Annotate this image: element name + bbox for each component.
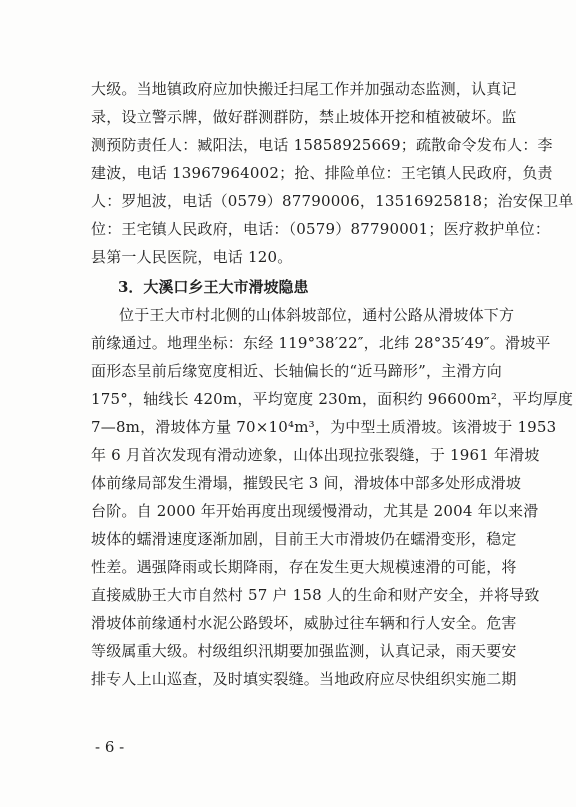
paragraph-line: 体前缘局部发生滑塌，摧毁民宅 3 间，滑坡体中部多处形成滑坡: [91, 474, 522, 492]
paragraph-line: 建波，电话 13967964002；抢、排险单位：王宅镇人民政府，负责: [91, 164, 553, 182]
paragraph-line: 7—8m，滑坡体方量 70×10⁴m³，为中型土质滑坡。该滑坡于 1953: [91, 418, 557, 436]
paragraph-line: 录，设立警示牌，做好群测群防，禁止坡体开挖和植被破坏。监: [91, 108, 517, 126]
paragraph-line: 年 6 月首次发现有滑动迹象，山体出现拉张裂缝，于 1961 年滑坡: [91, 446, 540, 464]
paragraph-line: 测预防责任人：臧阳法，电话 15858925669；疏散命令发布人：李: [91, 136, 553, 154]
paragraph-line: 等级属重大级。村级组织汛期要加强监测，认真记录，雨天要安: [91, 642, 517, 660]
paragraph-line: 大级。当地镇政府应加快搬迁扫尾工作并加强动态监测，认真记: [91, 80, 517, 98]
paragraph-landslide-description: [91, 301, 574, 693]
paragraph-line: 排专人上山巡查，及时填实裂缝。当地政府应尽快组织实施二期: [91, 670, 517, 688]
paragraph-line: 175°，轴线长 420m，平均宽度 230m，面积约 96600m²，平均厚度: [91, 390, 574, 408]
paragraph-continuation: [91, 75, 574, 271]
page-number: - 6 -: [95, 738, 125, 756]
paragraph-line: 县第一人民医院，电话 120。: [91, 248, 293, 266]
paragraph-line: 位于王大市村北侧的山体斜坡部位，通村公路从滑坡体下方: [119, 306, 515, 324]
paragraph-line: 前缘通过。地理坐标：东经 119°38′22″，北纬 28°35′49″。滑坡平: [91, 334, 551, 352]
paragraph-line: 台阶。自 2000 年开始再度出现缓慢滑动，尤其是 2004 年以来滑: [91, 502, 539, 520]
paragraph-line: 坡体的蠕滑速度逐渐加剧，目前王大市滑坡仍在蠕滑变形，稳定: [91, 530, 517, 548]
paragraph-line: 性差。遇强降雨或长期降雨，存在发生更大规模速滑的可能，将: [91, 558, 517, 576]
paragraph-line: 直接威胁王大市自然村 57 户 158 人的生命和财产安全，并将导致: [91, 586, 540, 604]
paragraph-line: 面形态呈前后缘宽度相近、长轴偏长的“近马蹄形”，主滑方向: [91, 362, 502, 380]
paragraph-line: 滑坡体前缘通村水泥公路毁坏，威胁过往车辆和行人安全。危害: [91, 614, 517, 632]
paragraph-line: 人：罗旭波，电话（0579）87790006，13516925818；治安保卫单: [91, 192, 574, 210]
section-heading: 3．大溪口乡王大市滑坡隐患: [118, 278, 309, 296]
paragraph-line: 位：王宅镇人民政府，电话：（0579）87790001；医疗救护单位：: [91, 220, 551, 238]
